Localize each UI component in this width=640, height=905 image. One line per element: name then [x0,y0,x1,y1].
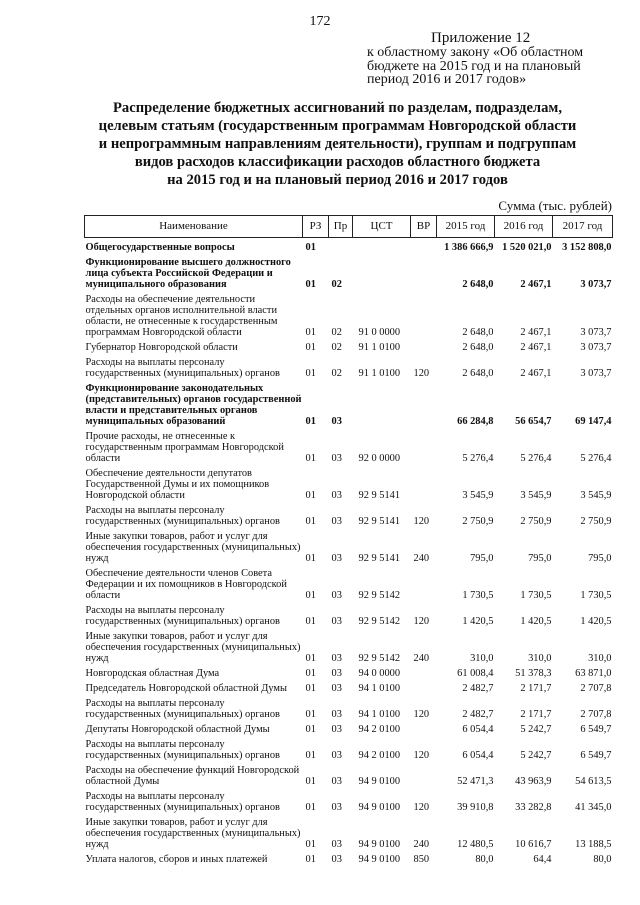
cell-y2015: 5 276,4 [462,453,494,464]
cell-pr: 03 [331,839,342,850]
cell-name: Обеспечение деятельности депутатов Государственной Думы и их помощников Новгородской области [85,468,270,501]
cell-pr: 03 [331,709,342,720]
cell-vr [411,679,437,694]
cell-name: Прочие расходы, не отнесенные к государственным программам Новгородской области [85,431,284,464]
cell-y2016: 2 467,1 [520,279,552,290]
cell-y2017: 6 549,7 [580,724,612,735]
cell-pr: 03 [331,553,342,564]
table-row [85,735,613,761]
cell-y2017: 2 750,9 [580,516,612,527]
cell-y2017: 5 276,4 [580,453,612,464]
title-line: и непрограммным направлениям деятельности), группам и подгруппам [98,136,577,152]
table-row [85,564,613,601]
cell-pr: 02 [331,342,342,353]
cell-cst: 92 9 5141 [358,516,401,527]
cell-cst: 94 9 0100 [358,854,401,865]
table-row [85,627,613,664]
cell-pr: 03 [331,776,342,787]
table-header-row [85,216,613,238]
table-row [85,338,613,353]
cell-cst: 94 9 0100 [358,839,401,850]
cell-y2017: 2 707,8 [580,683,612,694]
cell-y2017: 1 730,5 [580,590,612,601]
cell-pr: 03 [331,616,342,627]
cell-y2016: 2 750,9 [520,516,552,527]
cell-y2015: 6 054,4 [462,724,494,735]
cell-vr: 240 [413,839,430,850]
cell-vr [411,290,437,338]
cell-name: Иные закупки товаров, работ и услуг для обеспечения государственных (муниципальных) нужд [85,531,301,564]
cell-y2015: 2 648,0 [462,368,494,379]
cell-vr: 120 [413,616,430,627]
cell-rz: 01 [305,327,316,338]
cell-y2017: 3 073,7 [580,368,612,379]
cell-name: Функционирование высшего должностного лица субъекта Российской Федерации и муниципального образования [85,257,291,290]
cell-name: Расходы на выплаты персоналу государственных (муниципальных) органов [85,791,280,813]
cell-cst: 92 9 5141 [358,490,401,501]
table-row [85,464,613,501]
cell-y2015: 2 482,7 [462,683,494,694]
cell-y2016: 64,4 [533,854,552,865]
cell-name: Функционирование законодательных (представительных) органов государственной власти и представительных органов муниципальных образований [85,383,302,427]
cell-y2017: 41 345,0 [575,802,612,813]
cell-name: Расходы на выплаты персоналу государственных (муниципальных) органов [85,505,280,527]
cell-y2015: 2 648,0 [462,279,494,290]
title-line: видов расходов классификации расходов областного бюджета [134,154,541,170]
cell-y2015: 12 480,5 [457,839,494,850]
cell-name: Расходы на выплаты персоналу государственных (муниципальных) органов [85,698,280,720]
cell-name: Расходы на выплаты персоналу государственных (муниципальных) органов [85,739,280,761]
cell-y2016: 5 276,4 [520,453,552,464]
cell-rz: 01 [305,453,316,464]
cell-rz: 01 [305,553,316,564]
cell-cst: 94 0 0000 [358,668,401,679]
cell-rz: 01 [305,342,316,353]
cell-vr: 120 [413,750,430,761]
appendix-line: к областному закону «Об областном [367,45,584,60]
cell-rz: 01 [305,668,316,679]
cell-y2015: 39 910,8 [457,802,494,813]
cell-name: Общегосударственные вопросы [85,242,235,253]
cell-pr: 03 [331,668,342,679]
cell-pr: 02 [331,327,342,338]
cell-cst: 92 9 5142 [358,590,401,601]
cell-pr: 03 [331,854,342,865]
appendix-line: бюджете на 2015 год и на плановый [367,58,581,74]
page-number: 172 [309,14,331,29]
cell-y2015: 2 648,0 [462,342,494,353]
cell-rz: 01 [305,416,316,427]
cell-y2017: 3 152 808,0 [562,242,612,253]
cell-vr: 120 [413,709,430,720]
cell-cst [353,253,411,290]
cell-y2015: 2 482,7 [462,709,494,720]
cell-name: Депутаты Новгородской областной Думы [85,724,270,735]
cell-cst: 91 0 0000 [358,327,401,338]
title-line: Распределение бюджетных ассигнований по разделам, подразделам, [113,100,562,116]
cell-rz: 01 [305,242,316,253]
cell-y2016: 10 616,7 [515,839,552,850]
cell-y2016: 2 171,7 [520,709,552,720]
cell-rz: 01 [305,490,316,501]
cell-cst [353,238,411,254]
cell-vr [411,238,437,254]
cell-pr: 03 [331,724,342,735]
cell-y2017: 3 073,7 [580,327,612,338]
cell-pr: 03 [331,490,342,501]
table-row [85,679,613,694]
cell-vr [411,720,437,735]
cell-y2015: 66 284,8 [457,416,494,427]
cell-vr: 240 [413,553,430,564]
cell-pr: 02 [331,279,342,290]
table-row [85,601,613,627]
table-row [85,761,613,787]
cell-y2017: 3 545,9 [580,490,612,501]
table-row [85,427,613,464]
table-row [85,379,613,427]
cell-name: Новгородская областная Дума [85,668,220,679]
cell-y2016: 2 467,1 [520,368,552,379]
cell-rz: 01 [305,709,316,720]
cell-y2017: 1 420,5 [580,616,612,627]
cell-y2015: 1 386 666,9 [444,242,494,253]
cell-cst: 91 1 0100 [358,342,401,353]
units-label: Сумма (тыс. рублей) [498,198,612,213]
cell-name: Иные закупки товаров, работ и услуг для обеспечения государственных (муниципальных) нужд [85,817,301,850]
cell-rz: 01 [305,368,316,379]
cell-y2015: 80,0 [475,854,494,865]
cell-y2017: 13 188,5 [575,839,612,850]
cell-y2016: 43 963,9 [515,776,552,787]
cell-rz: 01 [305,279,316,290]
cell-y2015: 2 750,9 [462,516,494,527]
header-vr: ВР [411,216,437,238]
cell-vr [411,761,437,787]
cell-vr: 850 [413,854,430,865]
cell-cst: 92 9 5142 [358,616,401,627]
cell-vr: 120 [413,802,430,813]
header-2016: 2016 год [495,216,553,238]
cell-y2017: 310,0 [588,653,612,664]
cell-rz: 01 [305,653,316,664]
table-row [85,353,613,379]
cell-pr: 03 [331,802,342,813]
cell-pr: 02 [331,368,342,379]
cell-y2017: 795,0 [588,553,612,564]
cell-vr [411,464,437,501]
cell-rz: 01 [305,802,316,813]
cell-pr: 03 [331,590,342,601]
cell-pr: 03 [331,416,342,427]
cell-y2015: 310,0 [470,653,494,664]
table-row [85,238,613,254]
cell-y2016: 310,0 [528,653,552,664]
cell-y2015: 795,0 [470,553,494,564]
table-row [85,694,613,720]
header-2015: 2015 год [437,216,495,238]
cell-rz: 01 [305,616,316,627]
cell-cst: 94 9 0100 [358,776,401,787]
cell-y2015: 61 008,4 [457,668,494,679]
table-body [85,238,613,866]
cell-vr [411,564,437,601]
appendix-line: период 2016 и 2017 годов» [367,72,527,87]
cell-y2017: 80,0 [593,854,612,865]
cell-vr [411,379,437,427]
cell-name: Губернатор Новгородской области [85,342,238,353]
table-row [85,253,613,290]
cell-name: Председатель Новгородской областной Думы [85,683,287,694]
table-row [85,527,613,564]
cell-cst: 92 0 0000 [358,453,401,464]
cell-name: Расходы на обеспечение деятельности отдельных органов исполнительной власти области, не отнесенные к государственным программам Новгородской области [85,294,278,338]
cell-rz: 01 [305,750,316,761]
title-line: на 2015 год и на плановый период 2016 и 2017 годов [167,172,508,188]
cell-pr [329,238,353,254]
cell-y2016: 2 171,7 [520,683,552,694]
cell-rz: 01 [305,683,316,694]
cell-rz: 01 [305,854,316,865]
budget-table [84,215,613,865]
table-row [85,501,613,527]
cell-y2015: 1 730,5 [462,590,494,601]
cell-y2017: 6 549,7 [580,750,612,761]
cell-cst: 92 9 5141 [358,553,401,564]
cell-y2015: 1 420,5 [462,616,494,627]
cell-y2017: 3 073,7 [580,279,612,290]
cell-y2015: 52 471,3 [457,776,494,787]
cell-y2016: 1 730,5 [520,590,552,601]
cell-y2015: 6 054,4 [462,750,494,761]
cell-pr: 03 [331,683,342,694]
cell-y2017: 69 147,4 [575,416,612,427]
table-row [85,664,613,679]
cell-name: Иные закупки товаров, работ и услуг для обеспечения государственных (муниципальных) нужд [85,631,301,664]
cell-y2016: 795,0 [528,553,552,564]
cell-pr: 03 [331,453,342,464]
cell-y2016: 51 378,3 [515,668,552,679]
cell-y2016: 5 242,7 [520,724,552,735]
cell-y2016: 56 654,7 [515,416,552,427]
table-row [85,290,613,338]
cell-y2016: 33 282,8 [515,802,552,813]
cell-cst: 94 9 0100 [358,802,401,813]
cell-vr [411,338,437,353]
document-title [60,99,615,189]
cell-name: Уплата налогов, сборов и иных платежей [85,854,268,865]
title-line: целевым статьям (государственным программам Новгородской области [98,118,577,134]
cell-rz: 01 [305,839,316,850]
cell-name: Расходы на выплаты персоналу государственных (муниципальных) органов [85,357,280,379]
cell-y2017: 3 073,7 [580,342,612,353]
cell-vr [411,664,437,679]
cell-name: Расходы на обеспечение функций Новгородской областной Думы [85,765,300,787]
appendix-block [367,30,637,87]
cell-vr: 120 [413,516,430,527]
cell-rz: 01 [305,590,316,601]
cell-rz: 01 [305,516,316,527]
cell-y2015: 2 648,0 [462,327,494,338]
cell-y2016: 3 545,9 [520,490,552,501]
header-pr: Пр [329,216,353,238]
cell-cst [353,379,411,427]
cell-cst: 94 2 0100 [358,750,401,761]
cell-y2016: 5 242,7 [520,750,552,761]
header-cst: ЦСТ [353,216,411,238]
table-row [85,720,613,735]
cell-cst: 92 9 5142 [358,653,401,664]
cell-vr [411,253,437,290]
cell-vr [411,427,437,464]
cell-y2015: 3 545,9 [462,490,494,501]
cell-cst: 94 1 0100 [358,683,401,694]
cell-pr: 03 [331,653,342,664]
cell-y2016: 1 420,5 [520,616,552,627]
appendix-title: Приложение 12 [431,30,531,46]
header-2017: 2017 год [553,216,613,238]
cell-y2016: 2 467,1 [520,342,552,353]
table-row [85,787,613,813]
cell-cst: 94 1 0100 [358,709,401,720]
header-name: Наименование [85,216,303,238]
cell-pr: 03 [331,750,342,761]
cell-y2017: 54 613,5 [575,776,612,787]
cell-vr: 240 [413,653,430,664]
table-row [85,813,613,850]
cell-cst: 94 2 0100 [358,724,401,735]
cell-cst: 91 1 0100 [358,368,401,379]
cell-y2017: 63 871,0 [575,668,612,679]
cell-name: Обеспечение деятельности членов Совета Федерации и их помощников в Новгородской области [85,568,287,601]
cell-vr: 120 [413,368,430,379]
cell-y2017: 2 707,8 [580,709,612,720]
table-row [85,850,613,865]
cell-y2016: 2 467,1 [520,327,552,338]
cell-name: Расходы на выплаты персоналу государственных (муниципальных) органов [85,605,280,627]
cell-y2016: 1 520 021,0 [502,242,552,253]
cell-rz: 01 [305,776,316,787]
header-rz: РЗ [303,216,329,238]
cell-rz: 01 [305,724,316,735]
cell-pr: 03 [331,516,342,527]
